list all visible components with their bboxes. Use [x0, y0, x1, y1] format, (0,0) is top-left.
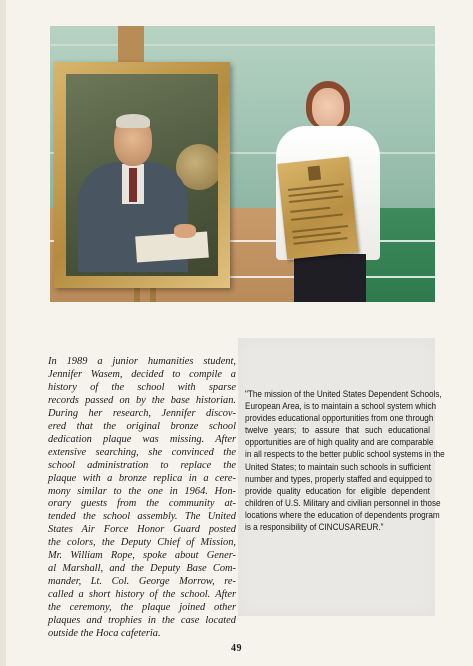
narrative-line: history of the school with sparse — [48, 381, 236, 393]
mission-line: "The mission of the United States Dependent Schools, — [245, 389, 442, 399]
mission-line: locations where the education of dependents program — [245, 509, 440, 520]
narrative-line: Jennifer Wasem, decided to compile a — [48, 368, 236, 380]
narrative-line: plaques and trophies in the case located — [48, 615, 236, 627]
narrative-line: outside the Hoca cafeteria. — [48, 628, 161, 640]
mission-line: European Area, is to maintain a school system which — [245, 401, 437, 412]
plaque-emblem — [308, 166, 321, 181]
page-number: 49 — [231, 643, 242, 654]
narrative-line: During her research, Jennifer discov- — [48, 407, 236, 419]
photo-wall-line — [50, 44, 435, 46]
plaque-engraving — [291, 213, 343, 220]
narrative-line: States Air Force Honor Guard posted — [48, 524, 236, 536]
mission-line: in all respects to the better public school systems in the — [245, 449, 445, 460]
narrative-line: dedication plaque was missing. After — [48, 433, 236, 445]
narrative-line: orary guests from the community at- — [48, 498, 236, 510]
mission-line: is a responsibility of CINCUSAREUR." — [245, 522, 384, 533]
easel — [118, 26, 144, 66]
narrative-line: records passed on by the base historian. — [48, 394, 236, 406]
mission-line: number and types, properly staffed and equipped to — [245, 473, 432, 484]
narrative-line: called a short history of the school. After — [48, 589, 236, 601]
painting-hands — [174, 224, 196, 238]
narrative-text — [48, 356, 236, 641]
student-face — [312, 88, 344, 128]
mission-line: provides educational opportunities from one through — [245, 413, 434, 424]
narrative-line: al Marshall, and the Deputy Base Com- — [48, 563, 236, 575]
narrative-line: mony similar to the one in 1964. Hon- — [48, 485, 236, 497]
mission-statement-text — [245, 388, 445, 533]
bronze-plaque — [277, 156, 359, 259]
portrait-painting — [66, 74, 218, 276]
mission-line: United States; to maintain such schools in sufficient — [245, 461, 431, 472]
narrative-line: school administration to replace the — [48, 459, 236, 471]
narrative-line: the ceremony, the plaque joined other — [48, 602, 236, 614]
plaque-engraving — [290, 207, 330, 213]
narrative-line: In 1989 a junior humanities student, — [48, 356, 236, 367]
mission-line: children of U.S. Military and civilian personnel in those — [245, 497, 441, 508]
easel-leg — [134, 288, 140, 302]
painting-tie — [129, 168, 137, 202]
painting-desk-paper — [135, 232, 209, 263]
narrative-line: mander, Lt. Col. George Morrow, re- — [48, 576, 236, 588]
narrative-line: extensive searching, she convinced the — [48, 446, 236, 458]
plaque-engraving — [293, 237, 347, 245]
mission-line: twelve years; to assure that such educational — [245, 425, 430, 436]
painting-hair — [116, 114, 150, 128]
narrative-line: ered that the original bronze school — [48, 420, 236, 432]
narrative-line: tended the school assembly. The United — [48, 511, 236, 523]
mission-statement-box — [238, 338, 445, 616]
photograph — [50, 26, 435, 302]
mission-line: opportunities are of high quality and are comparable — [245, 437, 434, 448]
narrative-line: the colors, the Deputy Chief of Mission, — [48, 537, 236, 549]
easel-leg — [150, 288, 156, 302]
narrative-line: plaque with a bronze replica in a cere- — [48, 472, 236, 484]
student-skirt — [294, 254, 366, 302]
plaque-engraving — [289, 195, 343, 203]
mission-line: provide quality education for eligible dependent — [245, 485, 430, 496]
narrative-line: Mr. William Rope, spoke about Gener- — [48, 550, 236, 562]
